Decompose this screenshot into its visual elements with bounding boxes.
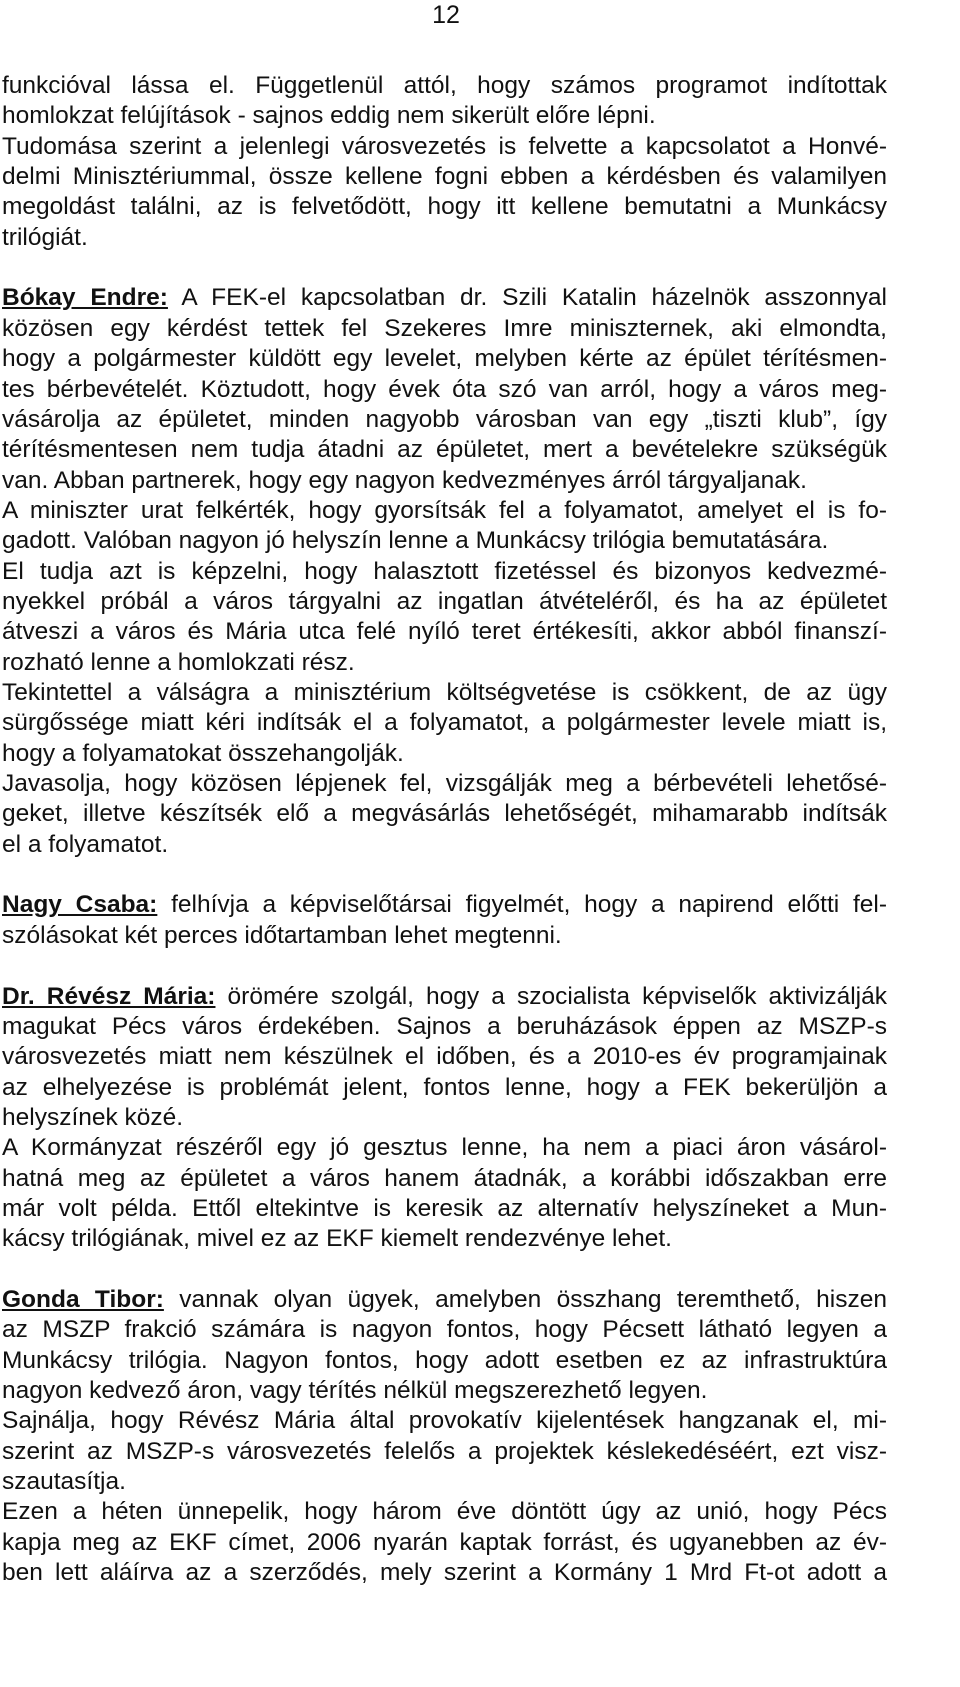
text-line <box>2 405 887 435</box>
text-line <box>2 435 887 465</box>
line-text: Ezen a héten ünnepelik, hogy három éve döntött úgy az unió, hogy Pécs <box>2 1498 887 1526</box>
speaker-name: Gonda Tibor: <box>2 1286 164 1313</box>
line-text: funkcióval lássa el. Függetlenül attól, hogy számos programot indítottak <box>2 72 887 99</box>
line-text: A Kormányzat részéről egy jó gesztus lenne, ha nem a piaci áron vásárol- <box>2 1134 887 1162</box>
text-line <box>2 648 887 678</box>
line-text: nagyon kedvező áron, vagy térítés nélkül megszerezhető legyen. <box>2 1377 708 1405</box>
line-text: el a folyamatot. <box>2 830 169 858</box>
line-text: tes bérbevételét. Köztudott, hogy évek óta szó van arról, hogy a város meg- <box>2 375 887 403</box>
text-line <box>2 982 887 1012</box>
text-line <box>2 678 887 708</box>
text-line <box>2 799 887 829</box>
line-text: magukat Pécs város érdekében. Sajnos a beruházások éppen az MSZP-s <box>2 1012 887 1040</box>
line-text: már volt példa. Ettől eltekintve is keresik az alternatív helyszíneket a Mun- <box>2 1194 887 1222</box>
line-text: delmi Minisztériummal, össze kellene fogni ebben a kérdésben és valamilyen <box>2 163 887 191</box>
text-line <box>2 132 887 162</box>
text-line <box>2 1133 887 1163</box>
text-line <box>2 1042 887 1072</box>
line-text: kapja meg az EKF címet, 2006 nyarán kaptak forrást, és ugyanebben az év- <box>2 1528 887 1556</box>
line-text: az elhelyezése is problémát jelent, fontos lenne, hogy a FEK bekerüljön a <box>2 1073 887 1101</box>
text-line <box>2 192 887 222</box>
line-text: kácsy trilógiának, mivel ez az EKF kiemelt rendezvénye lehet. <box>2 1225 672 1253</box>
text-line <box>2 557 887 587</box>
text-line <box>2 283 887 313</box>
line-text: hatná meg az épületet a város hanem átadnák, a korábbi időszakban erre <box>2 1164 887 1192</box>
text-line <box>2 921 887 951</box>
text-line <box>2 162 887 192</box>
line-text: Javasolja, hogy közösen lépjenek fel, vizsgálják meg a bérbevételi lehetősé- <box>2 770 887 798</box>
line-text: van. Abban partnerek, hogy egy nagyon kedvezményes árról tárgyaljanak. <box>2 466 807 494</box>
text-line <box>2 1164 887 1194</box>
line-text: átveszi a város és Mária utca felé nyíló teret értékesíti, akkor abból finanszí- <box>2 618 887 646</box>
line-text: hogy a polgármester küldött egy levelet, melyben kérte az épület térítésmen- <box>2 345 887 373</box>
line-text: Tekintettel a válságra a minisztérium költségvetése is csökkent, de az ügy <box>2 679 887 706</box>
line-text: örömére szolgál, hogy a szocialista képviselők aktivizálják <box>215 982 887 1010</box>
text-line <box>2 344 887 374</box>
text-line <box>2 1558 887 1588</box>
text-line <box>2 1285 887 1315</box>
text-line <box>2 526 887 556</box>
text-line <box>2 1073 887 1103</box>
text-line <box>2 708 887 738</box>
text-line <box>2 1012 887 1042</box>
text-line <box>2 587 887 617</box>
line-text: felhívja a képviselőtársai figyelmét, hogy a napirend előtti fel- <box>157 891 887 919</box>
text-line <box>2 1406 887 1436</box>
text-line <box>2 830 887 860</box>
line-text: városvezetés miatt nem készülnek el időben, és a 2010-es év programjainak <box>2 1043 887 1071</box>
text-line <box>2 890 887 920</box>
speaker-name: Bókay Endre: <box>2 284 168 312</box>
line-text: A FEK-el kapcsolatban dr. Szili Katalin házelnök asszonnyal <box>167 284 887 312</box>
text-line <box>2 1346 887 1376</box>
page-number: 12 <box>432 1 460 29</box>
line-text: vannak olyan ügyek, amelyben összhang teremthető, hiszen <box>163 1286 887 1313</box>
text-line <box>2 71 887 101</box>
line-text: helyszínek közé. <box>2 1103 184 1131</box>
text-line <box>2 1497 887 1527</box>
text-line <box>2 1376 887 1406</box>
line-text: Munkácsy trilógia. Nagyon fontos, hogy adott esetben ez az infrastruktúra <box>2 1346 887 1374</box>
line-text: geket, illetve készítsék elő a megvásárlás lehetőségét, mihamarabb indítsák <box>2 800 887 828</box>
text-line <box>2 496 887 526</box>
line-text: sürgőssége miatt kéri indítsák el a folyamatot, a polgármester levele miatt is, <box>2 709 887 737</box>
text-line <box>2 223 887 253</box>
line-text: az MSZP frakció számára is nagyon fontos, hogy Pécsett látható legyen a <box>2 1316 887 1344</box>
line-text: térítésmentesen nem tudja átadni az épületet, mert a bevételekre szükségük <box>2 436 887 464</box>
line-text: megoldást találni, az is felvetődött, hogy itt kellene bemutatni a Munkácsy <box>2 193 887 221</box>
line-text: hogy a folyamatokat összehangolják. <box>2 739 404 767</box>
line-text: homlokzat felújítások - sajnos eddig nem sikerült előre lépni. <box>2 102 656 130</box>
line-text: trilógiát. <box>2 223 88 251</box>
text-line <box>2 739 887 769</box>
line-text: nyekkel próbál a város tárgyalni az ingatlan átvételéről, és ha az épületet <box>2 587 887 615</box>
line-text: szerint az MSZP-s városvezetés felelős a projektek késlekedéséért, ezt visz- <box>2 1437 887 1465</box>
text-line <box>2 617 887 647</box>
text-line <box>2 1528 887 1558</box>
text-line <box>2 1103 887 1133</box>
text-line <box>2 314 887 344</box>
line-text: rozható lenne a homlokzati rész. <box>2 648 355 676</box>
text-line <box>2 1437 887 1467</box>
line-text: Tudomása szerint a jelenlegi városvezetés is felvette a kapcsolatot a Honvé- <box>2 132 887 160</box>
line-text: ben lett aláírva az a szerződés, mely szerint a Kormány 1 Mrd Ft-ot adott a <box>2 1559 887 1587</box>
text-line <box>2 1467 887 1497</box>
text-line <box>2 1224 887 1254</box>
line-text: vásárolja az épületet, minden nagyobb városban van egy „tiszti klub”, így <box>2 405 887 433</box>
line-text: Sajnálja, hogy Révész Mária által provokatív kijelentések hangzanak el, mi- <box>2 1407 887 1435</box>
line-text: szautasítja. <box>2 1468 126 1496</box>
text-line <box>2 1315 887 1345</box>
text-line <box>2 769 887 799</box>
line-text: közösen egy kérdést tettek fel Szekeres Imre miniszternek, aki elmondta, <box>2 314 887 342</box>
text-line <box>2 1194 887 1224</box>
line-text: A miniszter urat felkérték, hogy gyorsítsák fel a folyamatot, amelyet el is fo- <box>2 496 887 524</box>
line-text: szólásokat két perces időtartamban lehet megtenni. <box>2 921 562 949</box>
text-line <box>2 466 887 496</box>
line-text: El tudja azt is képzelni, hogy halasztott fizetéssel és bizonyos kedvezmé- <box>2 557 887 585</box>
speaker-name: Nagy Csaba: <box>2 891 158 919</box>
text-line <box>2 101 887 131</box>
text-line <box>2 375 887 405</box>
line-text: gadott. Valóban nagyon jó helyszín lenne a Munkácsy trilógia bemutatására. <box>2 527 829 555</box>
speaker-name: Dr. Révész Mária: <box>2 982 216 1010</box>
